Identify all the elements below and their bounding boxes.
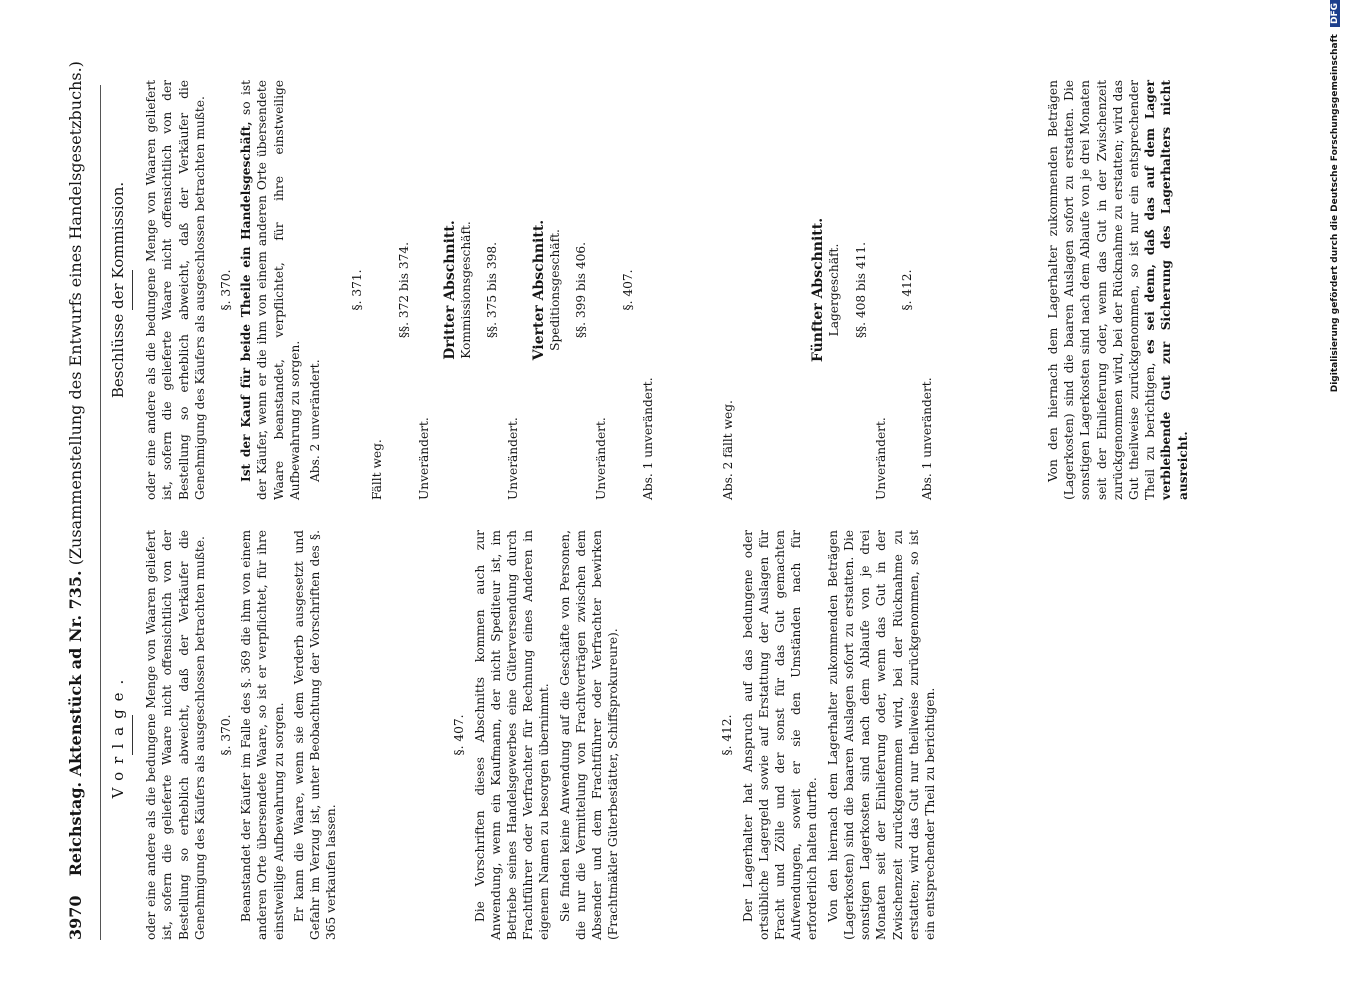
page-header bbox=[66, 61, 101, 940]
paragraph bbox=[1045, 80, 1191, 500]
paragraph: Abs. 1 unverändert. bbox=[640, 377, 655, 500]
heading-rule bbox=[132, 715, 133, 755]
paragraph: Er kann die Waare, wenn sie dem Verderb ausgesetzt und Gefahr im Verzug ist, unter Beobachtung der Vorschriften des §. 365 verkaufen lassen. bbox=[291, 530, 339, 940]
paragraph: Abs. 2 unverändert. bbox=[308, 359, 323, 482]
document-title: Reichstag. Aktenstück ad Nr. 735. bbox=[66, 570, 85, 877]
section-heading: Dritter Abschnitt. bbox=[442, 220, 459, 360]
document-subtitle: (Zusammenstellung des Entwurfs eines Handelsgesetzbuchs.) bbox=[66, 61, 85, 566]
kommission-column bbox=[110, 80, 940, 500]
paragraph-text: so ist der Käufer, wenn er die ihm von einem anderen Orte übersendete Waare beanstandet, verpflichtet, für ihre einstweilige Aufbewahrung zu sorgen. bbox=[239, 80, 302, 500]
vorlage-column bbox=[110, 530, 942, 940]
section-number: §. 407. bbox=[452, 714, 467, 756]
credit-text: Digitalisierung gefördert durch die Deutsche Forschungsgemeinschaft bbox=[1330, 34, 1340, 393]
paragraph-text: Von den hiernach dem Lagerhalter zukommenden Beträgen (Lagerkosten) sind die baaren Auslagen sofort zu erstatten. Die sonstigen Lagerkosten sind nach dem Ablaufe von je drei Monaten seit der Einlieferung oder, wenn das Gut in der Zwischenzeit zurückgenommen wird, bei der Rücknahme zu erstatten; wird das Gut theilweise zurückgenommen, so ist nur ein entsprechender Theil zu berichtigen, bbox=[1046, 80, 1158, 500]
section-subheading: Speditionsgeschäft. bbox=[548, 229, 563, 351]
dfg-logo: DFG bbox=[1330, 0, 1340, 27]
paragraph: Abs. 2 fällt weg. bbox=[721, 400, 736, 500]
section-number: §. 371. bbox=[350, 269, 365, 311]
digitization-credit bbox=[1330, 0, 1348, 1000]
paragraph: Fällt weg. bbox=[370, 439, 385, 500]
section-number: §. 370. bbox=[219, 269, 234, 311]
amended-text: es sei denn, daß das auf dem Lager verbleibende Gut zur Sicherung des Lagerhalters nicht ausreicht. bbox=[1143, 79, 1190, 500]
section-number: §§. 375 bis 398. bbox=[485, 241, 500, 339]
section-number: §. 412. bbox=[900, 269, 915, 311]
paragraph: Beanstandet der Käufer im Falle des §. 369 die ihm von einem anderen Orte übersendete Waare, so ist er verpflichtet, für ihre einstweilige Aufbewahrung zu sorgen. bbox=[239, 530, 286, 940]
paragraph: Unverändert. bbox=[505, 417, 520, 500]
paragraph: Unverändert. bbox=[594, 417, 609, 500]
section-heading: Fünfter Abschnitt. bbox=[810, 217, 827, 363]
heading-rule bbox=[132, 270, 133, 310]
amended-text: Ist der Kauf für beide Theile ein Handelsgeschäft, bbox=[239, 121, 254, 482]
section-number: §§. 399 bis 406. bbox=[574, 241, 589, 339]
kommission-heading: Beschlüsse der Kommission. bbox=[109, 181, 127, 399]
paragraph: Der Lagerhalter hat Anspruch auf das bedungene oder ortsübliche Lagergeld sowie auf Erstattung der Auslagen für Fracht und Zölle und der sonst für das Gut gemachten Aufwendungen, soweit er sie den Umständen nach für erforderlich halten durfte. bbox=[740, 530, 820, 940]
section-subheading: Lagergeschäft. bbox=[827, 243, 842, 337]
paragraph: Abs. 1 unverändert. bbox=[920, 377, 935, 500]
section-number: §. 407. bbox=[620, 269, 635, 311]
page-number: 3970 bbox=[66, 895, 85, 940]
vorlage-heading: Vorlage. bbox=[109, 671, 127, 799]
section-heading: Vierter Abschnitt. bbox=[530, 219, 547, 361]
section-number: §. 412. bbox=[720, 714, 735, 756]
paragraph bbox=[238, 80, 303, 500]
paragraph: Sie finden keine Anwendung auf die Geschäfte von Personen, die nur die Vermittelung von Frachtverträgen zwischen dem Absender und dem Frachtführer oder Verfrachter bewirken (Frachtmäkler Güterbestätter, Schiffsprokureure). bbox=[557, 530, 621, 940]
kommission-412-para bbox=[1045, 80, 1195, 500]
paragraph: oder eine andere als die bedungene Menge von Waaren geliefert ist, sofern die gelieferte Waare nicht offensichtlich von der Bestellung so erheblich abweicht, daß der Verkäufer die Genehmigung des Käufers als ausgeschlossen betrachten mußte. bbox=[144, 530, 207, 940]
paragraph: Die Vorschriften dieses Abschnitts kommen auch zur Anwendung, wenn ein Kaufmann, der nicht Spediteur ist, im Betriebe seines Handelsgewerbes eine Güterversendung durch Frachtführer oder Verfrachter für Rechnung eines Anderen in eigenem Namen zu besorgen übernimmt. bbox=[472, 530, 552, 940]
paragraph: Unverändert. bbox=[416, 417, 431, 500]
section-subheading: Kommissionsgeschäft. bbox=[459, 221, 474, 359]
paragraph: oder eine andere als die bedungene Menge von Waaren geliefert ist, sofern die gelieferte Waare nicht offensichtlich von der Bestellung so erheblich abweicht, daß der Verkäufer die Genehmigung des Käufers als ausgeschlossen betrachten mußte. bbox=[144, 80, 207, 500]
section-number: §§. 408 bis 411. bbox=[853, 241, 868, 339]
paragraph: Unverändert. bbox=[873, 417, 888, 500]
section-number: §§. 372 bis 374. bbox=[396, 241, 411, 339]
paragraph: Von den hiernach dem Lagerhalter zukommenden Beträgen (Lagerkosten) sind die baaren Auslagen sofort zu erstatten. Die sonstigen Lagerkosten sind nach dem Ablaufe von je drei Monaten seit der Einlieferung oder, wenn das Gut in der Zwischenzeit zurückgenommen wird, bei der Rücknahme zu erstatten; wird das Gut nur theilweise zurückgenommen, so ist ein entsprechender Theil zu berichtigen. bbox=[825, 530, 937, 940]
section-number: §. 370. bbox=[219, 714, 234, 756]
